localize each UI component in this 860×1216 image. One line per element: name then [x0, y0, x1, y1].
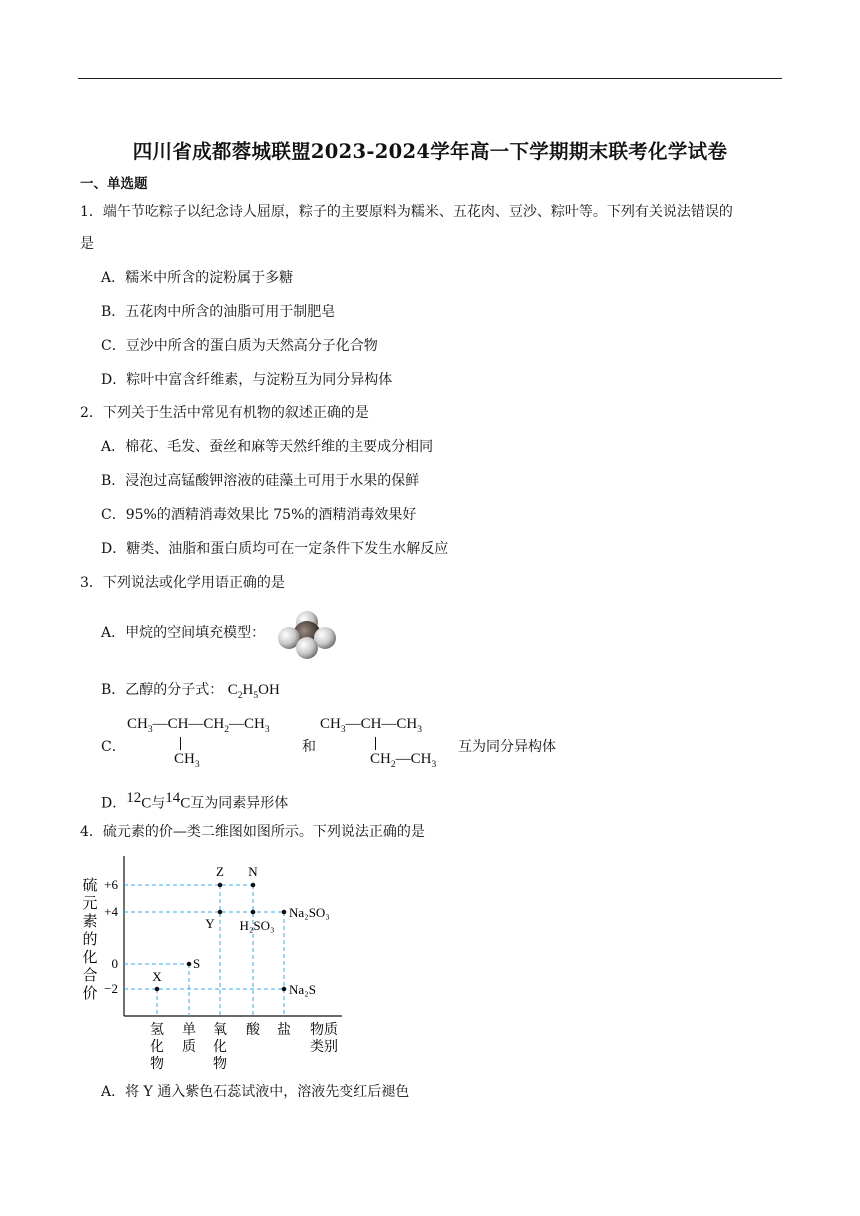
data-point — [282, 910, 287, 915]
carbon-12-mass-number: 12 — [126, 790, 142, 806]
structure-2-branch: $CH_2—CH_3$ — [370, 751, 437, 770]
data-point — [282, 987, 287, 992]
structure-2-branch-bond — [375, 737, 376, 750]
q3-option-b-label: B．乙醇的分子式： — [101, 682, 224, 698]
structure-1-branch-bond — [180, 737, 181, 750]
q3-option-d[interactable]: D．$^{12}$C与$^{14}$C互为同素异形体 — [101, 790, 289, 812]
data-point-label: H₂SO₃ — [239, 918, 275, 933]
section-heading: 一、单选题 — [80, 176, 148, 192]
structure-2-main: $CH_3—CH—CH_3$ — [320, 716, 423, 735]
q1-option-c[interactable]: C．豆沙中所含的蛋白质为天然高分子化合物 — [101, 338, 378, 354]
data-point-label: Na₂S — [289, 982, 316, 997]
q2-option-a[interactable]: A．棉花、毛发、蚕丝和麻等天然纤维的主要成分相同 — [101, 439, 434, 455]
q3-option-c-and: 和 — [302, 739, 316, 755]
x-category-label-char: 氧 — [213, 1023, 227, 1038]
x-category-label-char: 物 — [213, 1057, 227, 1070]
y-axis-title-char: 价 — [82, 986, 98, 1002]
x-category-label-char: 氢 — [150, 1023, 164, 1038]
q3-stem: 3．下列说法或化学用语正确的是 — [80, 575, 285, 591]
x-axis-title-line: 类别 — [310, 1040, 338, 1055]
y-axis-title-char: 合 — [82, 968, 98, 984]
y-tick-label: +4 — [104, 904, 118, 919]
structure-1-main: $CH_3—CH—CH_2—CH_3$ — [127, 716, 270, 735]
sulfur-valence-class-chart — [80, 852, 350, 1070]
data-point — [251, 910, 256, 915]
y-axis-title-char: 的 — [82, 932, 98, 948]
y-axis-title-char: 化 — [82, 950, 98, 966]
data-point — [218, 910, 223, 915]
q2-stem: 2．下列关于生活中常见有机物的叙述正确的是 — [80, 405, 369, 421]
q2-option-d[interactable]: D．糖类、油脂和蛋白质均可在一定条件下发生水解反应 — [101, 541, 449, 557]
q3-option-a[interactable]: A．甲烷的空间填充模型： — [101, 625, 266, 641]
header-rule — [78, 78, 782, 79]
x-category-label-char: 盐 — [277, 1023, 291, 1038]
q1-stem-line2: 是 — [80, 236, 94, 252]
hydrogen-atom-icon — [296, 637, 318, 659]
x-axis-title-line: 物质 — [310, 1023, 338, 1038]
exam-title: 四川省成都蓉城联盟2023-2024学年高一下学期期末联考化学试卷 — [132, 140, 728, 163]
q2-option-c[interactable]: C．95%的酒精消毒效果比 75%的酒精消毒效果好 — [101, 507, 417, 523]
q4-option-a[interactable]: A．将 Y 通入紫色石蕊试液中，溶液先变红后褪色 — [101, 1084, 410, 1100]
q3-option-c-tail: 互为同分异构体 — [458, 739, 556, 755]
data-point-label: X — [152, 969, 162, 984]
data-point-label: N — [248, 864, 258, 879]
q1-option-a[interactable]: A．糯米中所含的淀粉属于多糖 — [101, 270, 294, 286]
q3-option-b[interactable] — [101, 680, 280, 706]
data-point — [187, 962, 192, 967]
x-category-label-char: 质 — [182, 1040, 196, 1055]
carbon-14-mass-number: 14 — [165, 790, 181, 806]
x-category-label-char: 酸 — [246, 1023, 260, 1038]
y-tick-label: +6 — [104, 877, 118, 892]
methane-space-filling-model — [276, 608, 338, 660]
data-point-label: S — [193, 956, 201, 971]
x-category-label-char: 化 — [213, 1040, 227, 1055]
q1-option-d[interactable]: D．粽叶中富含纤维素，与淀粉互为同分异构体 — [101, 372, 393, 388]
x-category-label-char: 化 — [150, 1040, 164, 1055]
ethanol-formula: $C_2H_5OH$ — [227, 682, 280, 701]
y-tick-label: 0 — [111, 956, 118, 971]
q1-stem-line1: 1．端午节吃粽子以纪念诗人屈原，粽子的主要原料为糯米、五花肉、豆沙、粽叶等。下列有关说法错误的 — [80, 204, 733, 220]
x-category-label-char: 物 — [150, 1057, 164, 1070]
data-point — [218, 883, 223, 888]
y-axis-title-char: 硫 — [82, 878, 98, 894]
data-point — [155, 987, 160, 992]
y-axis-title-char: 元 — [82, 896, 98, 912]
x-category-label-char: 单 — [182, 1023, 196, 1038]
data-point — [251, 883, 256, 888]
data-point-label: Na₂SO₃ — [289, 905, 330, 920]
q4-stem: 4．硫元素的价—类二维图如图所示。下列说法正确的是 — [80, 824, 425, 840]
y-axis-title-char: 素 — [82, 914, 98, 930]
data-point-label: Z — [216, 864, 224, 879]
structure-1-branch: $CH_3$ — [174, 751, 200, 770]
q2-option-b[interactable]: B．浸泡过高锰酸钾溶液的硅藻土可用于水果的保鲜 — [101, 473, 420, 489]
q1-option-b[interactable]: B．五花肉中所含的油脂可用于制肥皂 — [101, 304, 336, 320]
q3-option-c-label[interactable]: C． — [101, 739, 126, 755]
y-tick-label: −2 — [104, 981, 118, 996]
data-point-label: Y — [205, 916, 215, 931]
